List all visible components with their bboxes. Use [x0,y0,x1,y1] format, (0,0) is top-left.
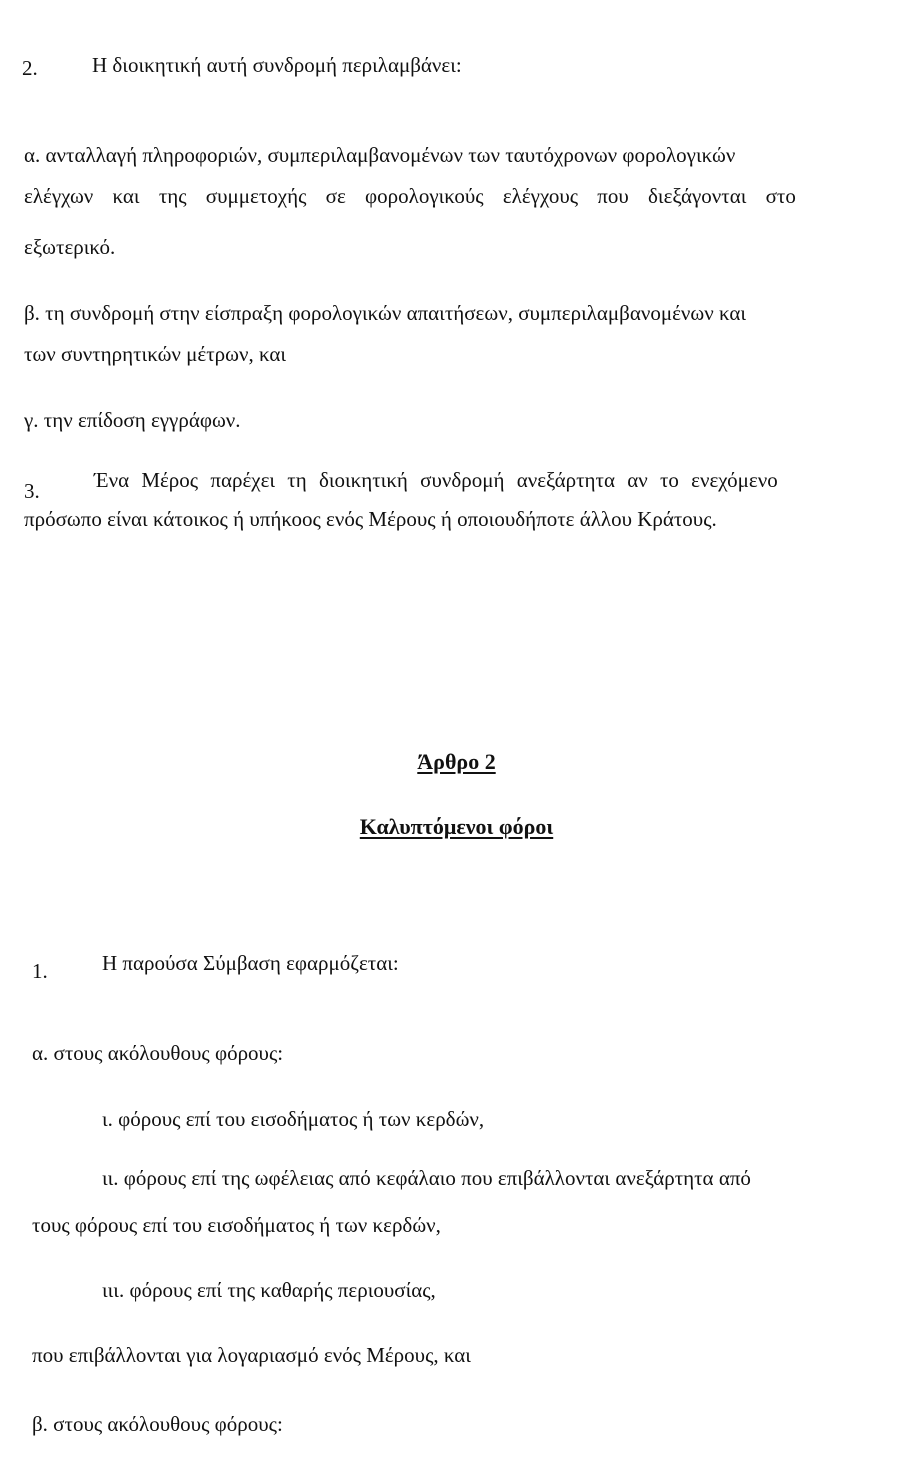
article-item-a-sub-ii-line-2: τους φόρους επί του εισοδήματος ή των κερδών, [32,1213,441,1237]
item-b-line-2: των συντηρητικών μέτρων, και [24,342,287,366]
paragraph-3-number: 3. [24,479,40,503]
article-item-a-sub-iii: ιιι. φόρους επί της καθαρής περιουσίας, [102,1278,436,1302]
paragraph-3-line-2: πρόσωπο είναι κάτοικος ή υπήκοος ενός Μέρους ή οποιουδήποτε άλλου Κράτους. [24,507,717,531]
item-a-line-1: α. ανταλλαγή πληροφοριών, συμπεριλαμβανομένων των ταυτόχρονων φορολογικών [24,143,736,167]
article-item-a-sub-i: ι. φόρους επί του εισοδήματος ή των κερδών, [102,1107,485,1131]
paragraph-3-line-1: Ένα Μέρος παρέχει τη διοικητική συνδρομή ανεξάρτητα αν το ενεχόμενο [94,468,778,492]
article-item-b-text: β. στους ακόλουθους φόρους: [32,1412,283,1436]
article-paragraph-1-number: 1. [32,959,48,983]
article-item-a-sub-ii-line-1: ιι. φόρους επί της ωφέλειας από κεφάλαιο που επιβάλλονται ανεξάρτητα από [102,1166,751,1190]
item-c-line-1: γ. την επίδοση εγγράφων. [24,408,241,432]
item-b-line-1: β. τη συνδρομή στην είσπραξη φορολογικών απαιτήσεων, συμπεριλαμβανομένων και [24,301,747,325]
paragraph-2-number: 2. [22,56,38,80]
paragraph-2-text: Η διοικητική αυτή συνδρομή περιλαμβάνει: [92,53,462,77]
article-title: Άρθρο 2 [417,749,496,774]
item-a-line-3: εξωτερικό. [24,235,116,259]
article-paragraph-1-text: Η παρούσα Σύμβαση εφαρμόζεται: [102,951,399,975]
article-item-a-closing: που επιβάλλονται για λογαριασμό ενός Μέρους, και [32,1343,471,1367]
article-subtitle: Καλυπτόμενοι φόροι [359,814,554,839]
item-a-line-2: ελέγχων και της συμμετοχής σε φορολογικούς ελέγχους που διεξάγονται στο [24,184,796,208]
article-item-a-text: α. στους ακόλουθους φόρους: [32,1041,284,1065]
